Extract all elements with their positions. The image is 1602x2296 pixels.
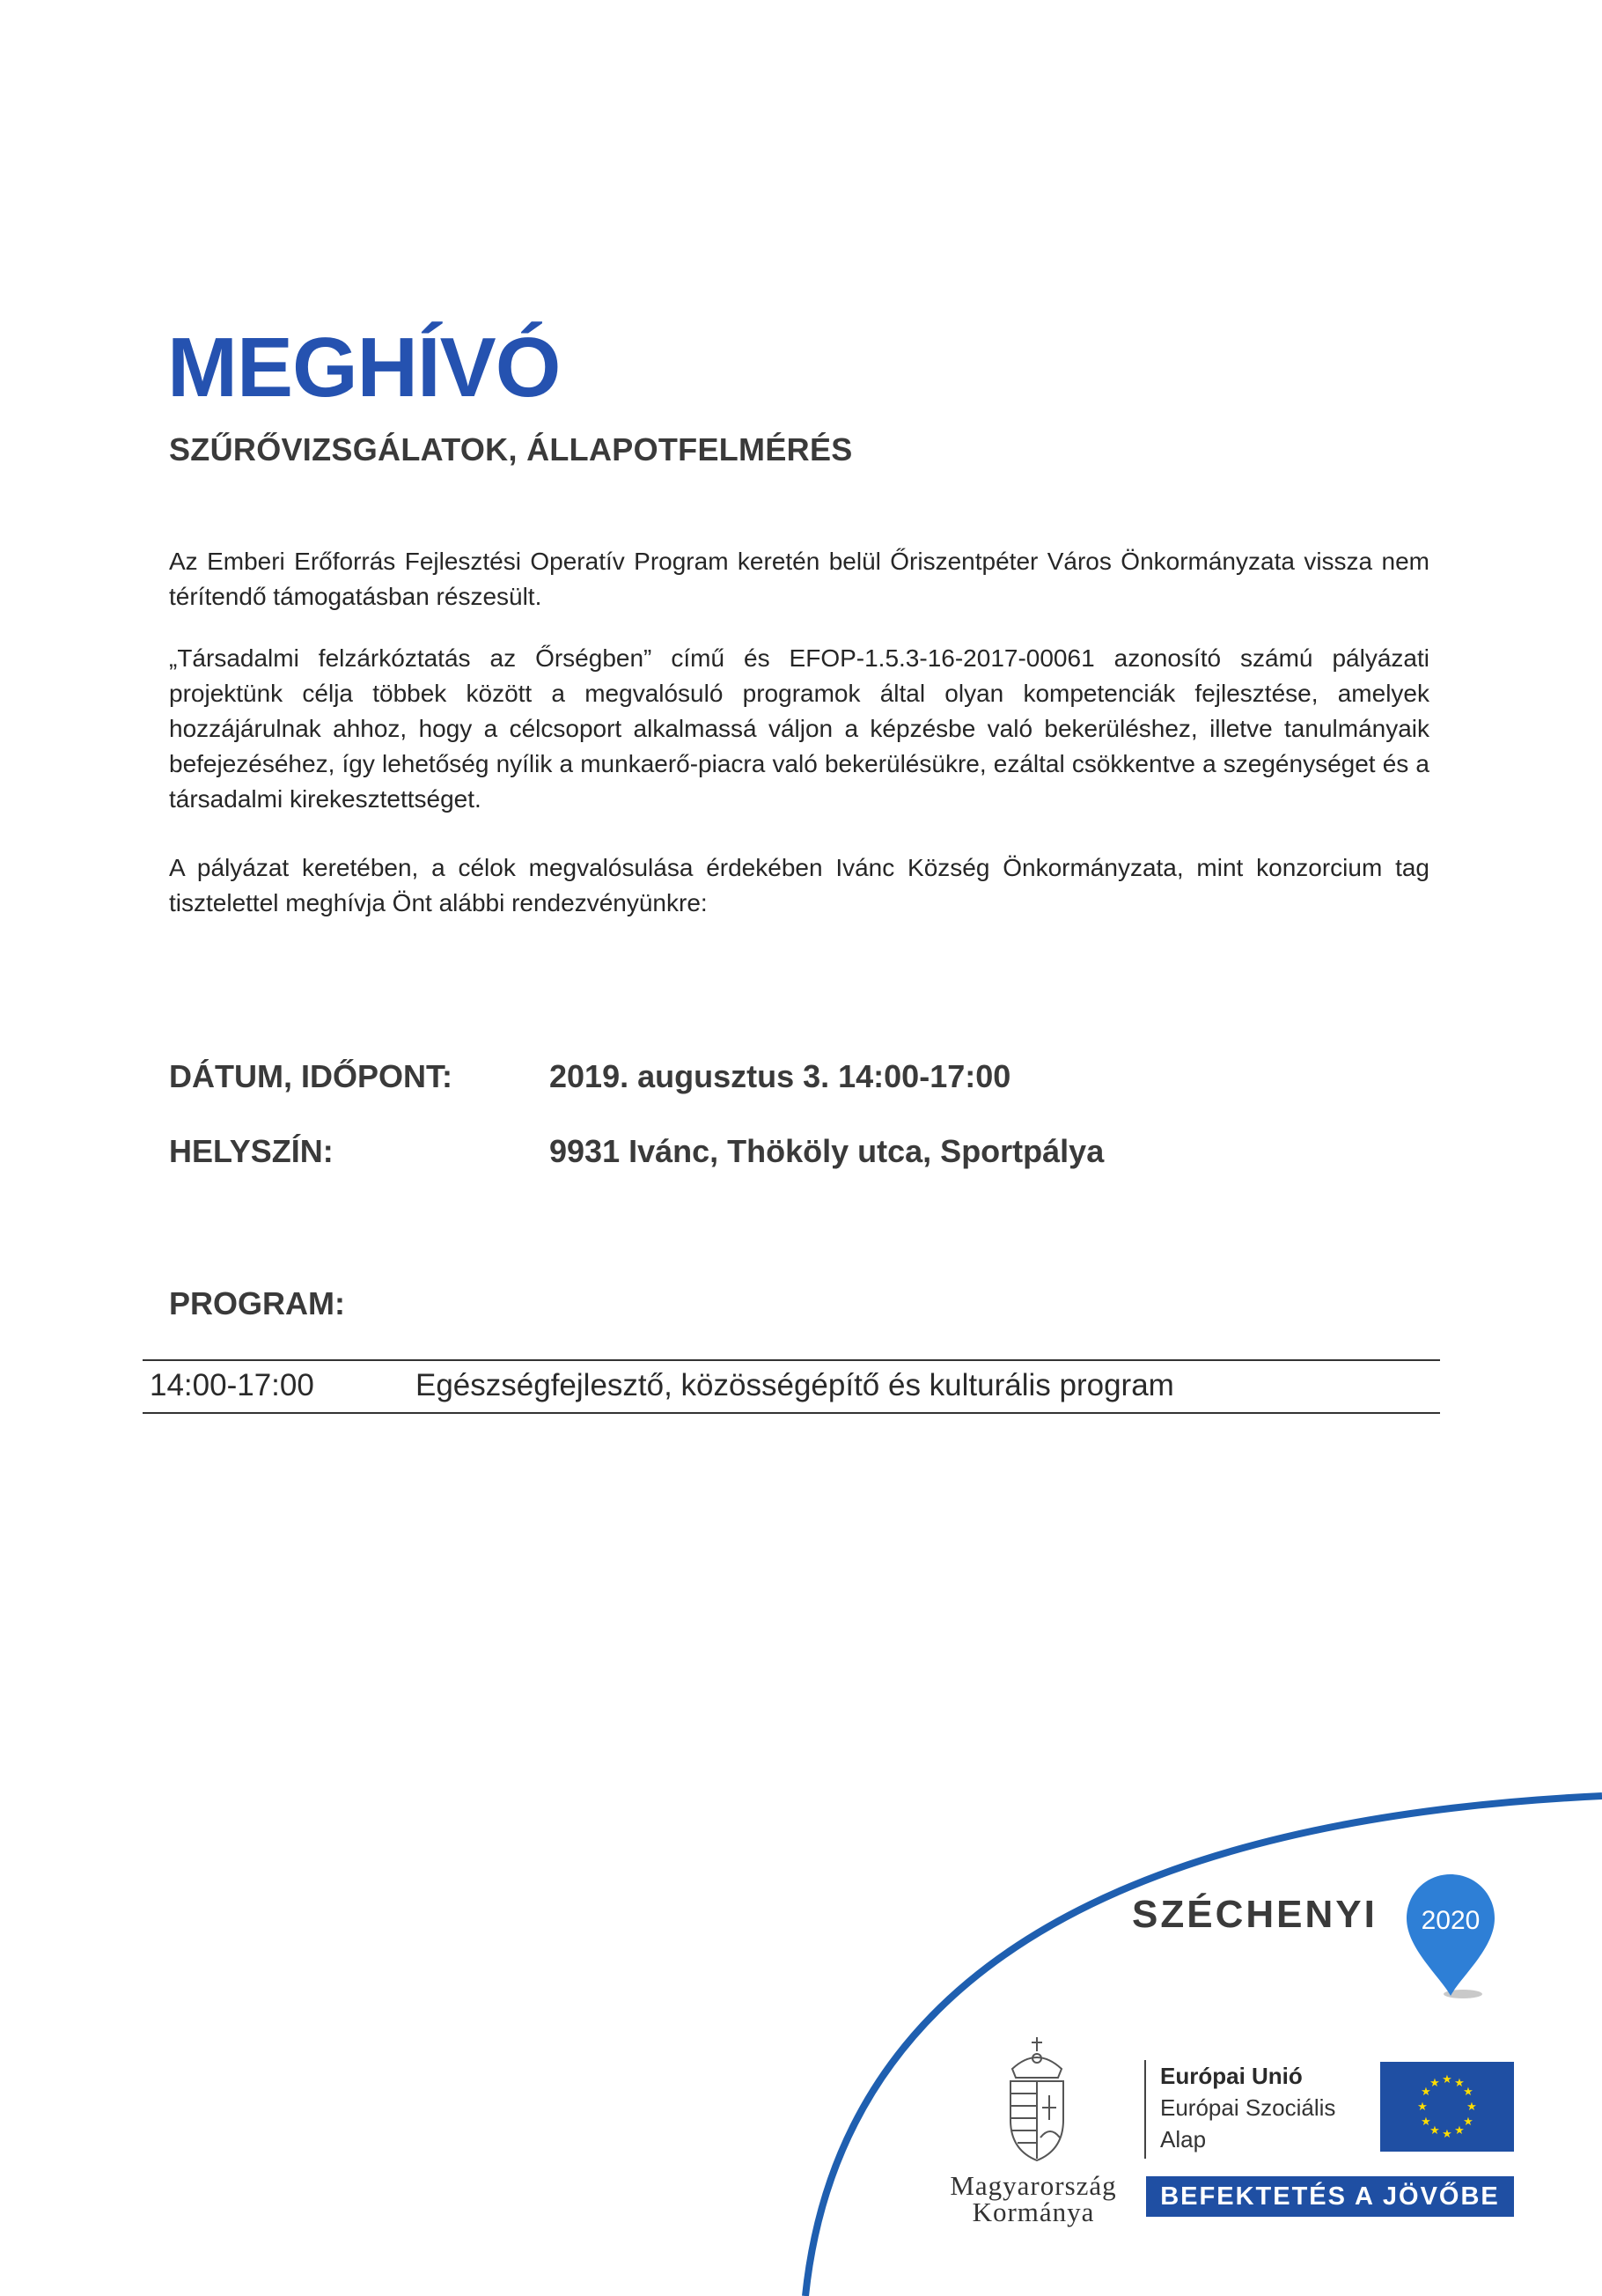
eu-flag-icon <box>1380 2062 1514 2152</box>
eu-line-1: Európai Unió <box>1160 2063 1303 2089</box>
svg-text:★: ★ <box>1429 2124 1440 2138</box>
place-label: HELYSZÍN: <box>169 1133 334 1169</box>
svg-text:★: ★ <box>1429 2077 1440 2090</box>
svg-text:★: ★ <box>1454 2077 1465 2090</box>
government-line-2: Kormánya <box>972 2197 1095 2227</box>
intro-paragraph: Az Emberi Erőforrás Fejlesztési Operatív Program keretén belül Őriszentpéter Város Önkormányzata vissza nem térítendő támogatásban részesült. <box>169 548 1429 610</box>
program-table <box>143 1359 1440 1414</box>
project-paragraph: „Társadalmi felzárkóztatás az Őrségben” című és EFOP-1.5.3-16-2017-00061 azonosító számú pályázati projektünk célja többek között a megvalósuló programok által olyan kompetenciák fejlesztése, amelyek hozzájárulnak ahhoz, hogy a célcsoport alkalmassá váljon a képzésbe való bekerüléshez, illetve tanulmányaik befejezéséhez, így lehetőség nyílik a munkaerő-piacra való bekerülésükre, ezáltal csökkentve a szegénységet és a társadalmi kirekesztettséget. <box>169 644 1429 813</box>
eu-divider <box>1144 2060 1146 2159</box>
svg-text:★: ★ <box>1421 2086 1431 2099</box>
page-subtitle: SZŰRŐVIZSGÁLATOK, ÁLLAPOTFELMÉRÉS <box>169 431 853 467</box>
svg-text:★: ★ <box>1463 2116 1473 2129</box>
svg-text:★: ★ <box>1417 2101 1428 2114</box>
svg-text:★: ★ <box>1463 2086 1473 2099</box>
program-description: Egészségfejlesztő, közösségépítő és kulturális program <box>415 1368 1174 1402</box>
eu-logo-text <box>1160 2060 1335 2155</box>
eu-line-2: Európai Szociális <box>1160 2094 1336 2121</box>
invest-banner: BEFEKTETÉS A JÖVŐBE <box>1146 2176 1514 2217</box>
invitation-paragraph: A pályázat keretében, a célok megvalósulása érdekében Ivánc Község Önkormányzata, mint konzorcium tag tisztelettel meghívja Önt alábbi rendezvényünkre: <box>169 854 1429 916</box>
page-title: MEGHÍVÓ <box>167 320 561 415</box>
svg-text:★: ★ <box>1466 2101 1477 2114</box>
program-label: PROGRAM: <box>169 1285 345 1321</box>
government-line-1: Magyarország <box>950 2170 1117 2201</box>
place-value: 9931 Ivánc, Thököly utca, Sportpálya <box>549 1133 1105 1169</box>
szechenyi-logo-text: SZÉCHENYI <box>1132 1893 1378 1936</box>
svg-text:★: ★ <box>1421 2116 1431 2129</box>
svg-text:★: ★ <box>1454 2124 1465 2138</box>
szechenyi-2020-pin-icon <box>1401 1871 1500 2003</box>
svg-text:★: ★ <box>1442 2128 1452 2141</box>
hungary-coat-of-arms-icon <box>1000 2032 1074 2164</box>
government-logo-text <box>937 2170 1130 2227</box>
program-time: 14:00-17:00 <box>150 1368 314 1402</box>
date-label: DÁTUM, IDŐPONT: <box>169 1058 452 1094</box>
date-value: 2019. augusztus 3. 14:00-17:00 <box>549 1058 1011 1094</box>
eu-line-3: Alap <box>1160 2126 1207 2152</box>
szechenyi-year: 2020 <box>1421 1906 1481 1935</box>
svg-text:★: ★ <box>1442 2073 1452 2086</box>
